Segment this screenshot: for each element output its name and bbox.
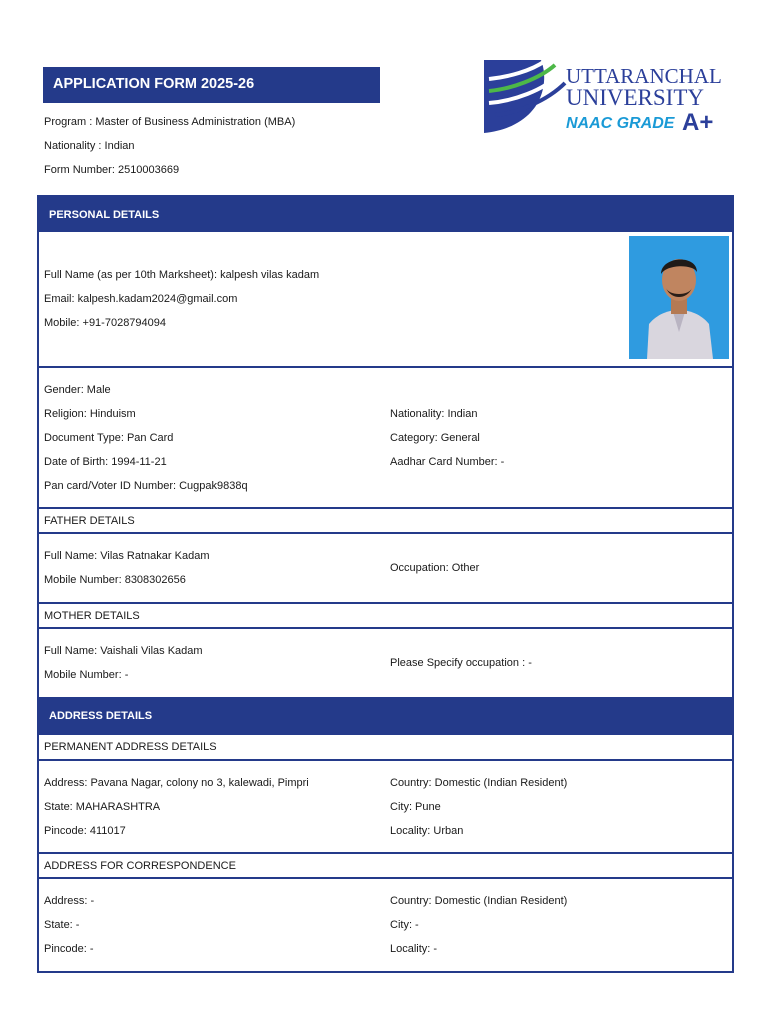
father-occupation: Occupation: Other: [390, 562, 480, 574]
correspondence-locality: Locality: -: [390, 943, 438, 955]
permanent-city: City: Pune: [390, 801, 441, 813]
divider: [39, 366, 732, 368]
permanent-address: Address: Pavana Nagar, colony no 3, kalewadi, Pimpri: [44, 777, 309, 789]
nationality: Nationality: Indian: [390, 408, 478, 420]
mother-mobile: Mobile Number: -: [44, 669, 129, 681]
mother-full-name: Full Name: Vaishali Vilas Kadam: [44, 645, 203, 657]
nationality-line: Nationality : Indian: [44, 140, 135, 152]
category: Category: General: [390, 432, 480, 444]
applicant-photo: [629, 236, 729, 359]
correspondence-pincode: Pincode: -: [44, 943, 94, 955]
permanent-pincode: Pincode: 411017: [44, 825, 126, 837]
logo-line3: NAAC GRADE: [566, 115, 675, 132]
aadhar-number: Aadhar Card Number: -: [390, 456, 505, 468]
permanent-address-heading: PERMANENT ADDRESS DETAILS: [39, 734, 732, 761]
correspondence-state: State: -: [44, 919, 80, 931]
form-number-line: Form Number: 2510003669: [44, 164, 180, 176]
pan-number: Pan card/Voter ID Number: Cugpak9838q: [44, 480, 248, 492]
program-line: Program : Master of Business Administration (MBA): [44, 116, 296, 128]
student-email: Email: kalpesh.kadam2024@gmail.com: [44, 293, 238, 305]
university-logo: [483, 57, 733, 137]
student-mobile: Mobile: +91-7028794094: [44, 317, 167, 329]
correspondence-address-heading: ADDRESS FOR CORRESPONDENCE: [39, 852, 732, 879]
logo-line2: UNIVERSITY: [566, 85, 704, 110]
permanent-state: State: MAHARASHTRA: [44, 801, 161, 813]
logo-grade: A+: [682, 109, 714, 136]
religion: Religion: Hinduism: [44, 408, 136, 420]
document-type: Document Type: Pan Card: [44, 432, 174, 444]
address-details-heading: ADDRESS DETAILS: [39, 697, 732, 735]
permanent-locality: Locality: Urban: [390, 825, 464, 837]
application-form-frame: [37, 195, 734, 973]
mother-occupation: Please Specify occupation : -: [390, 657, 532, 669]
gender: Gender: Male: [44, 384, 111, 396]
date-of-birth: Date of Birth: 1994-11-21: [44, 456, 167, 468]
form-title: APPLICATION FORM 2025-26: [43, 67, 380, 103]
father-details-heading: FATHER DETAILS: [39, 507, 732, 534]
personal-details-heading: PERSONAL DETAILS: [39, 197, 732, 232]
father-mobile: Mobile Number: 8308302656: [44, 574, 186, 586]
university-emblem-icon: [483, 57, 733, 137]
correspondence-address: Address: -: [44, 895, 95, 907]
logo-line1: UTTARANCHAL: [566, 64, 722, 88]
father-full-name: Full Name: Vilas Ratnakar Kadam: [44, 550, 210, 562]
mother-details-heading: MOTHER DETAILS: [39, 602, 732, 629]
correspondence-country: Country: Domestic (Indian Resident): [390, 895, 568, 907]
correspondence-city: City: -: [390, 919, 419, 931]
permanent-country: Country: Domestic (Indian Resident): [390, 777, 568, 789]
applicant-portrait-icon: [629, 236, 729, 359]
student-full-name: Full Name (as per 10th Marksheet): kalpesh vilas kadam: [44, 269, 320, 281]
